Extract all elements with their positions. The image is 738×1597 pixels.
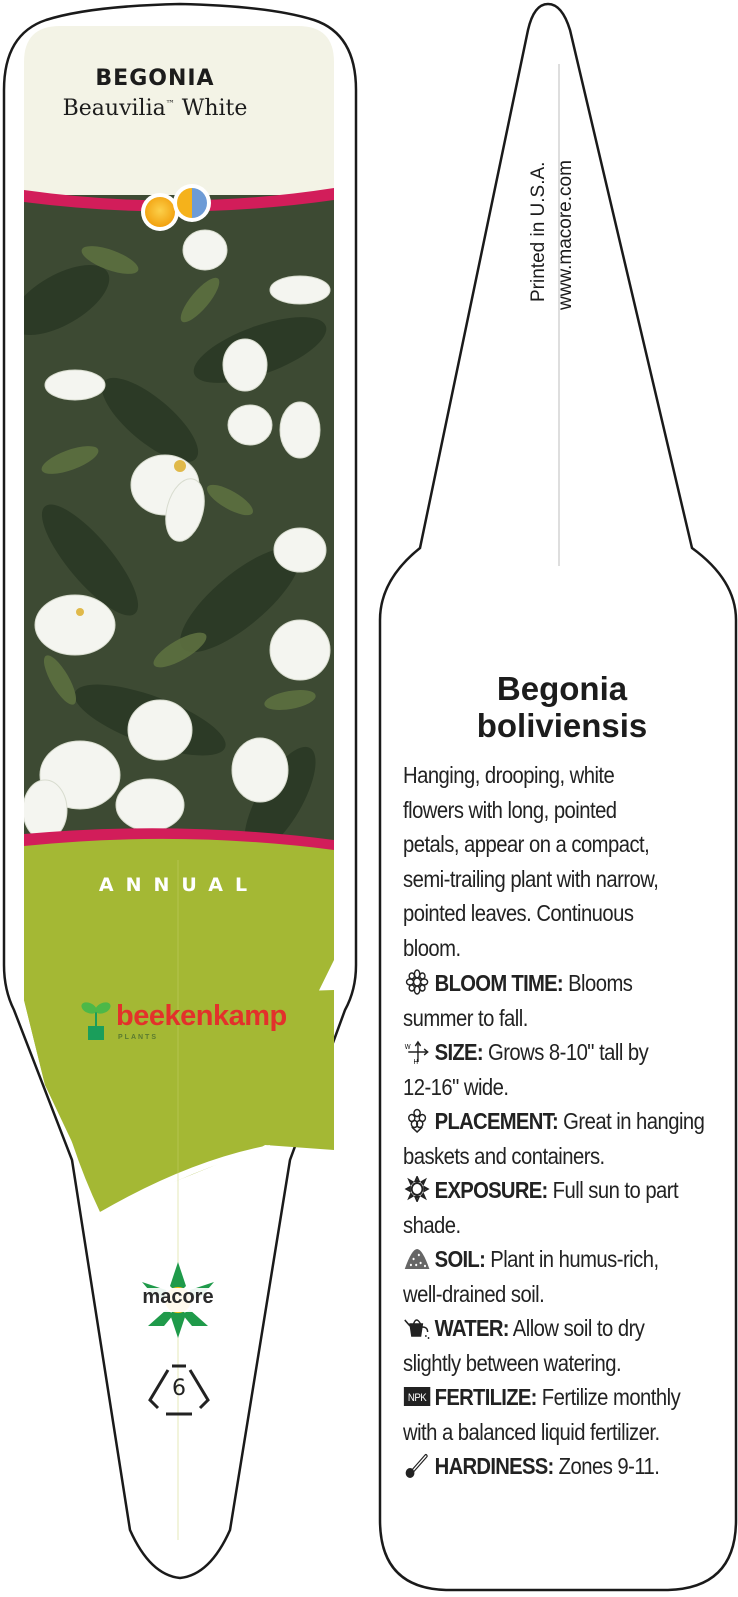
- care-water: WATER: Allow soil to dry slightly between watering.: [403, 1315, 645, 1376]
- brand-subtitle: PLANTS: [118, 1034, 158, 1041]
- svg-text:NPK: NPK: [407, 1392, 427, 1405]
- care-placement: PLACEMENT: Great in hanging baskets and containers.: [403, 1108, 705, 1169]
- description-line: bloom.: [403, 934, 461, 961]
- genus-name: BEGONIA: [95, 66, 215, 91]
- care-exposure: EXPOSURE: Full sun to part shade.: [403, 1177, 679, 1238]
- description-line: petals, appear on a compact,: [403, 831, 650, 858]
- flower-icon: [403, 969, 431, 995]
- website-text: www.macore.com: [555, 160, 576, 310]
- species-line-2: boliviensis: [476, 707, 648, 744]
- species-line-1: Begonia: [496, 670, 628, 707]
- plant-description: [403, 758, 685, 966]
- recycle-code: [148, 1362, 210, 1420]
- macore-wordmark: macore: [142, 1286, 214, 1308]
- part-sun-icon: [173, 184, 211, 222]
- care-hardiness: HARDINESS: Zones 9-11.: [403, 1449, 699, 1484]
- soil-icon: [403, 1245, 431, 1271]
- size-icon: [403, 1038, 431, 1064]
- care-bloom-time: BLOOM TIME: Blooms summer to fall.: [403, 970, 633, 1031]
- plant-category: ANNUAL: [98, 874, 260, 896]
- brand-name: beekenkamp: [116, 1000, 287, 1032]
- svg-text:W: W: [404, 1043, 411, 1052]
- care-fertilize: NPK FERTILIZE: Fertilize monthly with a balanced liquid fertilizer.: [403, 1384, 681, 1445]
- care-soil: SOIL: Plant in humus-rich, well-drained soil.: [403, 1246, 659, 1307]
- care-size: W H SIZE: Grows 8-10" tall by 12-16" wide.: [403, 1039, 649, 1100]
- watering-can-icon: [403, 1314, 431, 1340]
- printed-in-text: Printed in U.S.A.: [528, 161, 549, 302]
- species-name: [392, 670, 732, 744]
- macore-logo: [130, 1256, 226, 1346]
- thermometer-icon: [403, 1452, 431, 1478]
- beekenkamp-logo: [78, 1000, 288, 1050]
- svg-text:H: H: [413, 1058, 418, 1064]
- variety-name: [0, 96, 310, 121]
- npk-icon: [403, 1383, 431, 1409]
- placement-icon: [403, 1107, 431, 1133]
- variety-color: White: [181, 96, 248, 121]
- description-line: flowers with long, pointed: [403, 796, 617, 823]
- recycle-number: 6: [172, 1376, 186, 1401]
- sun-icon: [403, 1176, 431, 1202]
- begonia-photo: [0, 195, 334, 863]
- description-line: pointed leaves. Continuous: [403, 900, 634, 927]
- description-line: semi-trailing plant with narrow,: [403, 865, 659, 892]
- full-sun-icon: [141, 193, 179, 231]
- trademark-mark: ™: [165, 99, 175, 110]
- variety-series: Beauvilia: [62, 96, 166, 121]
- description-line: Hanging, drooping, white: [403, 762, 615, 788]
